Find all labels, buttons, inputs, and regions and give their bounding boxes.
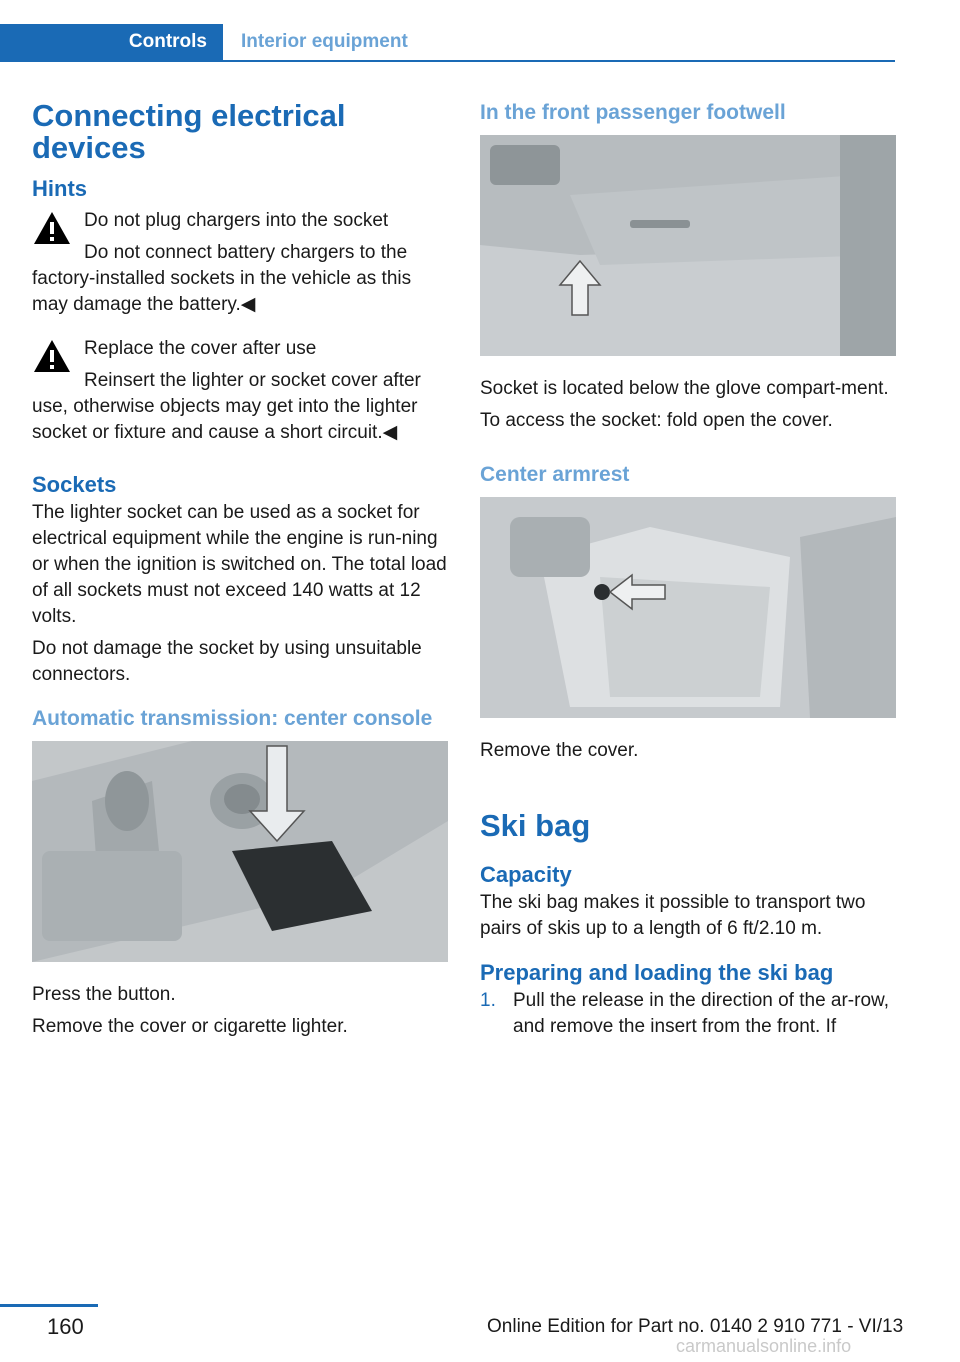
edition-note: Online Edition for Part no. 0140 2 910 771 - VI/13 (487, 1316, 904, 1337)
list-item (480, 988, 896, 1040)
warning-cover-body: Reinsert the lighter or socket cover after use, otherwise objects may get into the lighter socket or fixture and cause a short circuit.◀ (32, 370, 421, 443)
watermark: carmanualsonline.info (676, 1336, 852, 1356)
armrest-paragraph: Remove the cover. (480, 740, 639, 761)
page-number: 160 (47, 1314, 84, 1339)
center-armrest-heading: Center armrest (480, 463, 630, 486)
footwell-paragraph: Socket is located below the glove compart‐ment. (480, 378, 889, 399)
warning-chargers (32, 208, 448, 318)
warning-cover (32, 336, 448, 446)
chapter-tabbar (0, 24, 895, 62)
list-text: Pull the release in the direction of the ar‐row, and remove the insert from the front. If (513, 990, 889, 1037)
warning-triangle-icon (32, 210, 72, 246)
warning-chargers-title: Do not plug chargers into the socket (84, 210, 389, 231)
right-column (480, 100, 896, 1040)
header-rule (0, 60, 895, 62)
warning-cover-title: Replace the cover after use (84, 338, 317, 359)
sockets-heading: Sockets (32, 472, 117, 497)
footwell-photo (480, 135, 896, 356)
tab-controls[interactable]: Controls (0, 24, 223, 60)
console-step-2: Remove the cover or cigarette lighter. (32, 1016, 348, 1037)
warning-chargers-body: Do not connect battery chargers to the factory-installed sockets in the vehicle as this may damage the battery.◀ (32, 242, 412, 315)
list-number: 1. (480, 990, 496, 1011)
capacity-paragraph: The ski bag makes it possible to transport two pairs of skis up to a length of 6 ft/2.10 m. (480, 892, 866, 939)
warning-triangle-icon (32, 338, 72, 374)
footer-rule (0, 1304, 98, 1307)
left-column (32, 100, 448, 1046)
sockets-paragraph-2: Do not damage the socket by using unsuitable connectors. (32, 638, 422, 685)
footwell-paragraph-2: To access the socket: fold open the cover. (480, 410, 833, 431)
center-console-heading: Automatic transmission: center console (32, 707, 433, 730)
section-title-ski-bag: Ski bag (480, 808, 591, 843)
center-console-photo (32, 741, 448, 962)
footwell-heading: In the front passenger footwell (480, 101, 786, 124)
preparing-heading: Preparing and loading the ski bag (480, 960, 834, 985)
console-step-1: Press the button. (32, 984, 176, 1005)
capacity-heading: Capacity (480, 862, 572, 887)
tab-interior-equipment[interactable]: Interior equipment (241, 31, 408, 52)
sockets-paragraph: The lighter socket can be used as a socket for electrical equipment while the engine is run‐ning or when the ignition is switched on. The total load of all sockets must not exceed 140 watts at 12 volts. (32, 502, 447, 627)
hints-heading: Hints (32, 176, 87, 201)
section-title-connecting-devices: Connecting electrical devices (32, 98, 346, 165)
center-armrest-photo (480, 497, 896, 718)
